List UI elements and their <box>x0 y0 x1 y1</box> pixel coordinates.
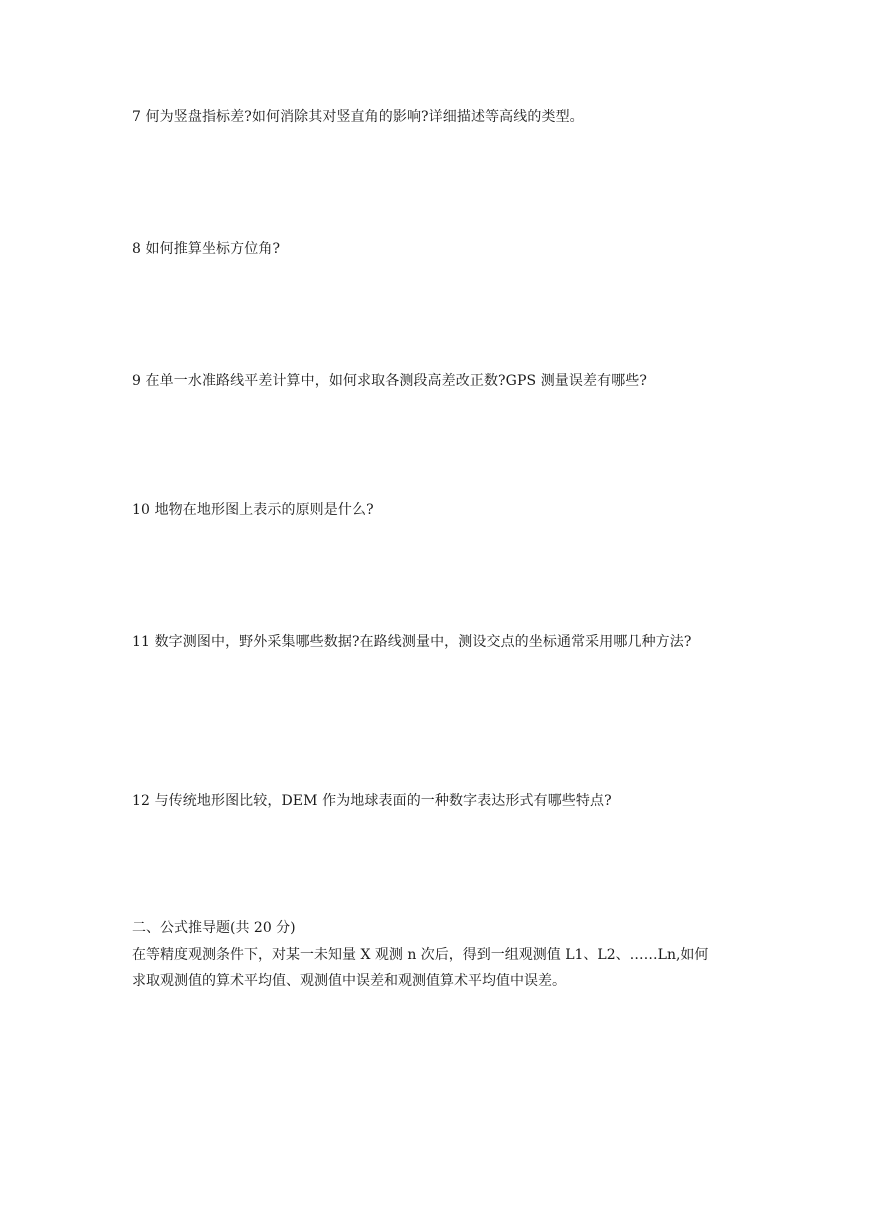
section-body-line-2: 求取观测值的算术平均值、观测值中误差和观测值算术平均值中误差。 <box>132 973 566 989</box>
section-formula-derivation <box>132 918 752 994</box>
question-9: 9 在单一水准路线平差计算中，如何求取各测段高差改正数?GPS 测量误差有哪些? <box>132 373 648 389</box>
section-heading: 二、公式推导题(共 20 分) <box>132 920 296 936</box>
section-body <box>132 942 752 994</box>
question-10: 10 地物在地形图上表示的原则是什么? <box>132 502 374 518</box>
section-body-line-1: 在等精度观测条件下，对某一未知量 X 观测 n 次后，得到一组观测值 L1、L2、……Ln,如何 <box>132 947 709 963</box>
question-12: 12 与传统地形图比较，DEM 作为地球表面的一种数字表达形式有哪些特点? <box>132 793 612 809</box>
question-8: 8 如何推算坐标方位角? <box>132 241 281 257</box>
question-11: 11 数字测图中，野外采集哪些数据?在路线测量中，测设交点的坐标通常采用哪几种方法? <box>132 634 692 650</box>
question-7: 7 何为竖盘指标差?如何消除其对竖直角的影响?详细描述等高线的类型。 <box>132 109 584 125</box>
